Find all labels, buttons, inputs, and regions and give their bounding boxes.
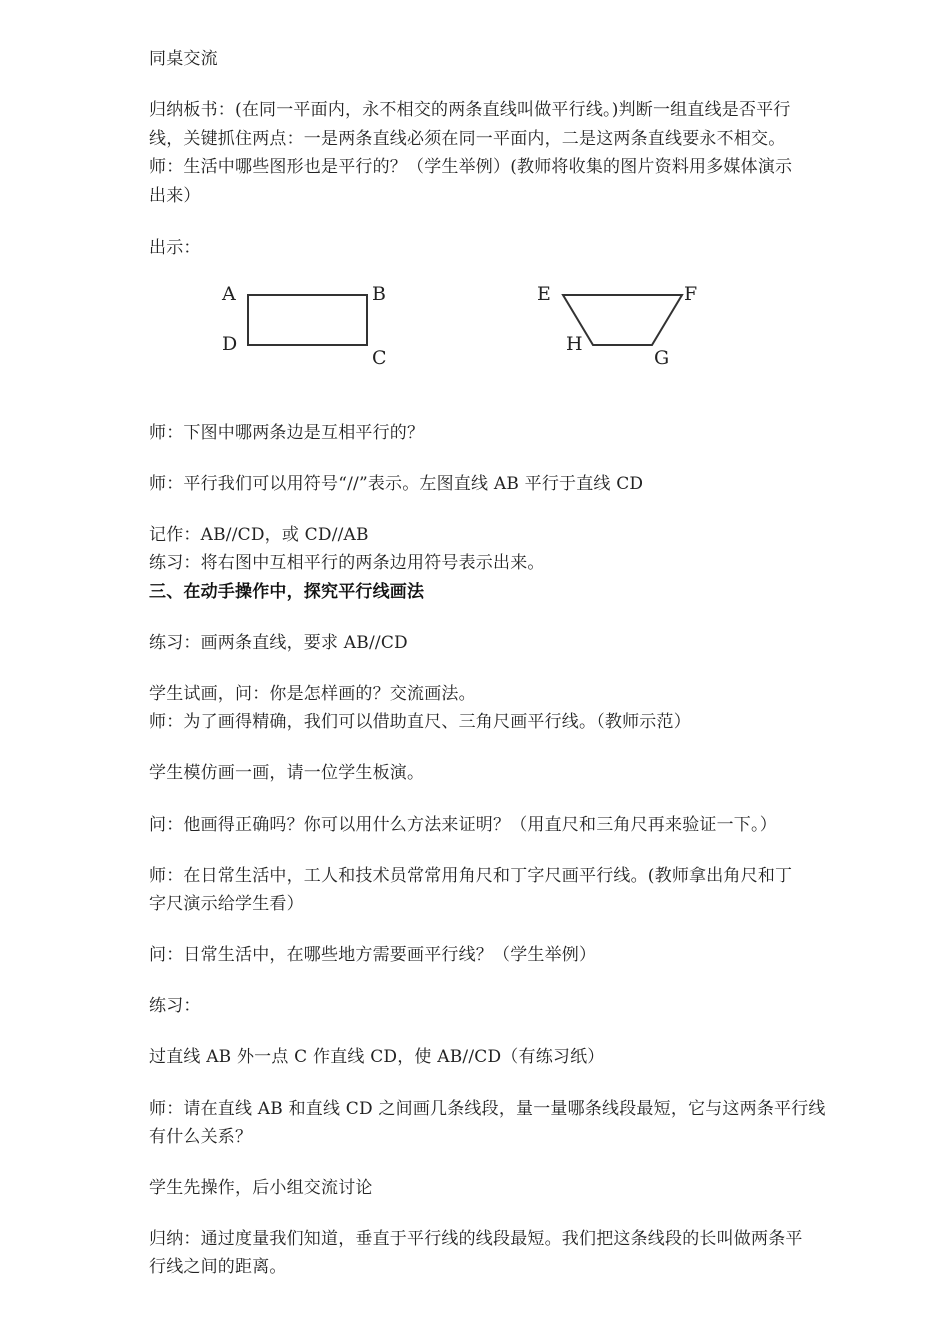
vertex-label-f: F (684, 283, 698, 305)
text-line: 练习：将右图中互相平行的两条边用符号表示出来。 (149, 553, 545, 573)
rectangle-shape (248, 295, 367, 345)
rectangle-figure (215, 278, 400, 377)
text-line: 出来） (149, 186, 201, 206)
text-line: 师：在日常生活中，工人和技术员常常用角尺和丁字尺画平行线。(教师拿出角尺和丁 (149, 866, 793, 886)
text-line: 学生先操作，后小组交流讨论 (149, 1178, 373, 1198)
text-line: 归纳：通过度量我们知道，垂直于平行线的线段最短。我们把这条线段的长叫做两条平 (149, 1229, 803, 1249)
text-line: 出示： (149, 238, 201, 258)
section-heading: 三、在动手操作中，探究平行线画法 (149, 582, 425, 602)
text-line: 归纳板书：(在同一平面内，永不相交的两条直线叫做平行线。)判断一组直线是否平行 (149, 100, 791, 120)
vertex-label-h: H (566, 333, 583, 355)
text-line: 字尺演示给学生看） (149, 894, 304, 914)
text-line: 师：平行我们可以用符号“//”表示。左图直线 AB 平行于直线 CD (149, 474, 644, 494)
text-line: 记作：AB//CD，或 CD//AB (149, 525, 369, 545)
text-line: 练习：画两条直线，要求 AB//CD (149, 633, 408, 653)
text-line: 师：生活中哪些图形也是平行的？（学生举例）(教师将收集的图片资料用多媒体演示 (149, 157, 793, 177)
text-line: 问：他画得正确吗？你可以用什么方法来证明？（用直尺和三角尺再来验证一下。） (149, 815, 777, 835)
text-line: 线，关键抓住两点：一是两条直线必须在同一平面内，二是这两条直线要永不相交。 (149, 129, 786, 149)
text-line: 同桌交流 (149, 49, 218, 69)
vertex-label-d: D (222, 333, 238, 355)
text-line: 学生试画，问：你是怎样画的？交流画法。 (149, 684, 476, 704)
text-line: 练习： (149, 996, 201, 1016)
text-line: 师：为了画得精确，我们可以借助直尺、三角尺画平行线。（教师示范） (149, 712, 691, 732)
vertex-label-g: G (654, 347, 670, 369)
text-line: 师：下图中哪两条边是互相平行的？ (149, 423, 425, 443)
vertex-label-b: B (372, 283, 386, 305)
text-line: 学生模仿画一画，请一位学生板演。 (149, 763, 425, 783)
text-line: 过直线 AB 外一点 C 作直线 CD，使 AB//CD（有练习纸） (149, 1047, 605, 1067)
text-line: 行线之间的距离。 (149, 1257, 287, 1277)
text-line: 师：请在直线 AB 和直线 CD 之间画几条线段，量一量哪条线段最短，它与这两条平行线 (149, 1099, 826, 1119)
trapezoid-figure (530, 278, 715, 377)
vertex-label-e: E (537, 283, 551, 305)
text-line: 问：日常生活中，在哪些地方需要画平行线？（学生举例） (149, 945, 597, 965)
text-line: 有什么关系？ (149, 1127, 253, 1147)
vertex-label-a: A (222, 283, 236, 305)
vertex-label-c: C (372, 347, 387, 369)
